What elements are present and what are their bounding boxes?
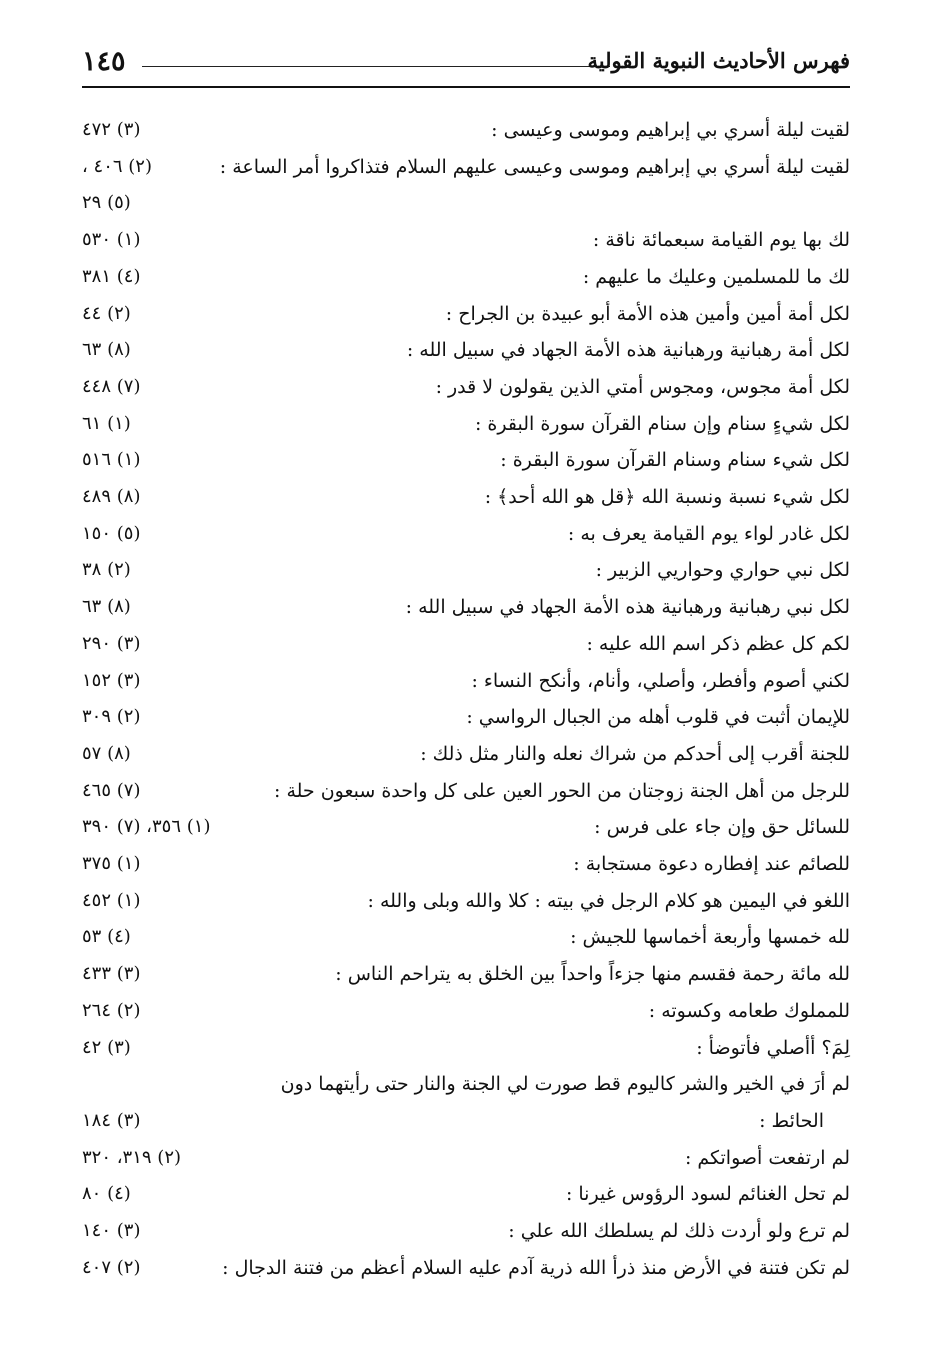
volume-page-ref: (٧) ٤٤٨ [82,375,141,397]
hadith-text: لم تحل الغنائم لسود الرؤوس غيرنا : [565,1183,850,1206]
hadith-text: لكل شيء سنام وسنام القرآن سورة البقرة : [500,449,850,472]
index-entry [82,1176,850,1213]
index-entry [82,552,850,589]
hadith-text: لك بها يوم القيامة سبعمائة ناقة : [592,229,850,252]
index-entry [82,516,850,553]
ref-continuation-line [82,185,850,222]
index-entry [82,369,850,406]
hadith-text: للسائل حق وإن جاء على فرس : [594,816,850,839]
hadith-text: لكم كل عظم ذكر اسم الله عليه : [586,632,850,655]
index-entry [82,149,850,222]
index-entry [82,993,850,1030]
volume-page-ref: (٣) ٢٩٠ [82,632,141,654]
hadith-text: لم ارتفعت أصواتكم : [684,1146,850,1169]
hadith-text: لكل غادر لواء يوم القيامة يعرف به : [567,522,850,545]
index-entry [82,1250,850,1287]
index-entry [82,919,850,956]
volume-page-ref: (٢) ٢٦٤ [82,999,141,1021]
volume-page-ref: (١) ٥٣٠ [82,229,141,251]
hadith-text: لِمَ؟ أأصلي فأتوضأ : [696,1036,850,1059]
index-entry [82,479,850,516]
volume-page-ref: (١) ٣٧٥ [82,853,141,875]
hadith-text: لقيت ليلة أسري بي إبراهيم وموسى وعيسى عليهم السلام فتذاكروا أمر الساعة : [219,155,850,178]
index-entry [82,259,850,296]
index-entry [82,406,850,443]
hadith-text: لكل شيء نسبة ونسبة الله ﴿قل هو الله أحد﴾ : [484,486,850,509]
hadith-text: لكل أمة مجوس، ومجوس أمتي الذين يقولون لا قدر : [435,375,850,398]
volume-page-ref: (٢) ٤٠٧ [82,1256,141,1278]
volume-page-ref: (٨) ٦٣ [82,339,131,361]
index-entry [82,296,850,333]
index-entry [82,1030,850,1067]
hadith-text: للإيمان أثبت في قلوب أهله من الجبال الرواسي : [466,706,850,729]
index-entry [82,112,850,149]
index-entry [82,1140,850,1177]
hadith-text: لك ما للمسلمين وعليك ما عليهم : [582,265,850,288]
volume-page-ref: (٣) ٤٢ [82,1036,131,1058]
volume-page-ref: (١) ٦١ [82,412,131,434]
volume-page-ref: (٢) ٤٠٦ ، [82,155,152,177]
hadith-text: لقيت ليلة أسري بي إبراهيم وموسى وعيسى : [491,119,850,141]
hadith-text: لكل أمة أمين وأمين هذه الأمة أبو عبيدة بن الجراح : [445,302,850,325]
volume-page-ref: (٥) ١٥٠ [82,522,141,544]
hadith-text: للصائم عند إفطاره دعوة مستجابة : [573,853,850,876]
volume-page-ref: (٣) ١٥٢ [82,669,141,691]
volume-page-ref: (٨) ٥٧ [82,742,131,764]
volume-page-ref: (٢) ٣٠٩ [82,706,141,728]
index-entry [82,846,850,883]
volume-page-ref: (١) ٤٥٢ [82,889,141,911]
header-dash-line [142,66,610,67]
hadith-text: لم ترع ولو أردت ذلك لم يسلطك الله علي : [508,1220,850,1243]
hadith-index-list [82,112,850,1287]
hadith-text: للمملوك طعامه وكسوته : [648,999,850,1022]
index-entry [82,589,850,626]
hadith-text: لكني أصوم وأفطر، وأصلي، وأنام، وأنكح النساء : [471,669,850,692]
index-entry [82,773,850,810]
index-entry [82,626,850,663]
volume-page-ref: (٢) ٣٨ [82,559,131,581]
volume-page-ref-continued: (٥) ٢٩ [82,192,131,214]
hadith-text: لكل نبي حواري وحواريي الزبير : [595,559,850,582]
hadith-text: اللغو في اليمين هو كلام الرجل في بيته : كلا والله وبلى والله : [367,889,850,912]
index-entry [82,699,850,736]
index-entry [82,663,850,700]
hadith-text: لم تكن فتنة في الأرض منذ ذرأ الله ذرية آدم عليه السلام أعظم من فتنة الدجال : [222,1256,850,1279]
index-entry [82,332,850,369]
volume-page-ref: (٨) ٦٣ [82,596,131,618]
index-entry [82,736,850,773]
hadith-text: لكل شيءٍ سنام وإن سنام القرآن سورة البقرة : [474,412,850,435]
volume-page-ref: (٢) ٣١٩، ٣٢٠ [82,1146,182,1168]
volume-page-ref: (١) ٣٥٦، (٧) ٣٩٠ [82,816,211,838]
header-rule [82,86,850,88]
volume-page-ref: (٣) ١٨٤ [82,1109,141,1131]
volume-page-ref: (٤) ٨٠ [82,1183,131,1205]
volume-page-ref: (٢) ٤٤ [82,302,131,324]
hadith-text: للرجل من أهل الجنة زوجتان من الحور العين على كل واحدة سبعون حلة : [274,779,850,802]
volume-page-ref: (٣) ١٤٠ [82,1220,141,1242]
hadith-text-continuation: الحائط : [759,1109,824,1132]
page-number: ١٤٥ [82,46,126,77]
index-entry [82,1066,850,1139]
index-entry [82,883,850,920]
volume-page-ref: (١) ٥١٦ [82,449,141,471]
hadith-text: لله مائة رحمة فقسم منها جزءاً واحداً بين الخلق به يتراحم الناس : [335,963,850,986]
volume-page-ref: (٤) ٥٣ [82,926,131,948]
hadith-text: للجنة أقرب إلى أحدكم من شراك نعله والنار مثل ذلك : [420,742,850,765]
index-entry [82,809,850,846]
running-header [82,44,850,90]
index-entry [82,442,850,479]
volume-page-ref: (٧) ٤٦٥ [82,779,141,801]
volume-page-ref: (٤) ٣٨١ [82,265,141,287]
volume-page-ref: (٣) ٤٣٣ [82,963,141,985]
hadith-text: لم أرَ في الخير والشر كاليوم قط صورت لي الجنة والنار حتى رأيتهما دون [280,1073,850,1096]
hadith-text: لكل نبي رهبانية ورهبانية هذه الأمة الجهاد في سبيل الله : [405,596,850,619]
hadith-text: لله خمسها وأربعة أخماسها للجيش : [570,926,850,949]
index-entry [82,956,850,993]
index-entry [82,222,850,259]
index-entry [82,1213,850,1250]
volume-page-ref: (٨) ٤٨٩ [82,486,141,508]
running-title: فهرس الأحاديث النبوية القولية [587,48,850,73]
hadith-text: لكل أمة رهبانية ورهبانية هذه الأمة الجهاد في سبيل الله : [406,339,850,362]
volume-page-ref: (٣) ٤٧٢ [82,119,141,140]
